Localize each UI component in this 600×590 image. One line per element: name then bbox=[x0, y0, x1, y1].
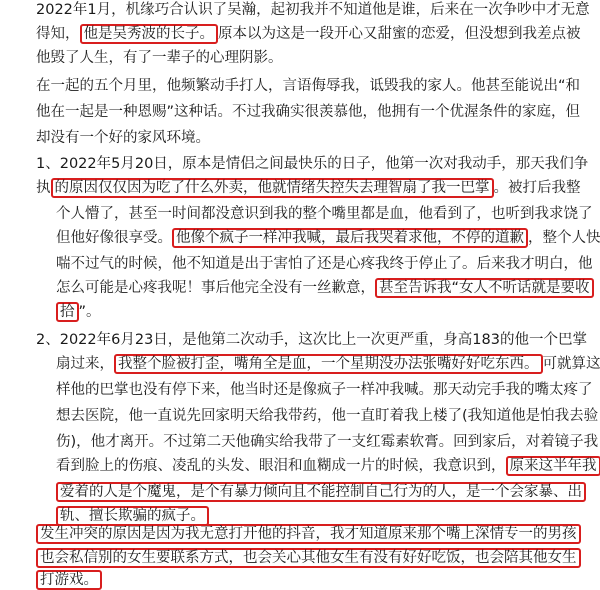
text-line bbox=[0, 128, 600, 148]
text-line bbox=[0, 524, 600, 544]
text-span: 他毁了人生，有了一辈子的心理阴影。 bbox=[36, 50, 283, 66]
text-line bbox=[0, 330, 600, 350]
highlighted-text: 发生冲突的原因是因为我无意打开他的抖音，我才知道原来那个嘴上深情专一的男孩 bbox=[36, 524, 581, 544]
text-line bbox=[0, 548, 600, 568]
text-span: 想去医院，他一直说先回家明天给我带药，他一直盯着我上楼了(我知道他是怕我去验 bbox=[56, 408, 598, 424]
text-span: 伤)，他才离开。不过第二天他确实给我带了一支红霉素软膏。回到家后，对着镜子我 bbox=[56, 434, 598, 450]
text-line bbox=[0, 0, 600, 20]
text-line bbox=[0, 76, 600, 96]
text-span: ，整个人快 bbox=[528, 230, 600, 246]
text-span: 得知， bbox=[36, 26, 80, 42]
text-line bbox=[0, 406, 600, 426]
text-span: 2022年1月，机缘巧合认识了吴瀚，起初我并不知道他是谁，后来在一次争吵中才无意 bbox=[36, 2, 590, 18]
highlighted-text: 他像个疯子一样冲我喊，最后我哭着求他，不停的道歉 bbox=[172, 228, 528, 248]
text-span: 但他好像很享受。 bbox=[56, 230, 172, 246]
highlighted-text: 爱着的人是个魔鬼，是个有暴力倾向且不能控制自己行为的人，是一个会家暴、出 bbox=[56, 482, 586, 502]
text-line bbox=[0, 506, 600, 526]
text-span: ”。 bbox=[79, 304, 101, 320]
text-line bbox=[0, 204, 600, 224]
text-line bbox=[0, 432, 600, 452]
text-line bbox=[0, 228, 600, 248]
text-span: 喘不过气的时候，他不知道是出于害怕了还是心疼我终于停止了。后来我才明白，他 bbox=[56, 256, 593, 272]
highlighted-text: 的原因仅仅因为吃了什么外卖，他就情绪失控失去理智扇了我一巴掌 bbox=[51, 178, 494, 198]
text-span: 个人懵了，甚至一时间都没意识到我的整个嘴里都是血，他看到了，也听到我求饶了 bbox=[56, 206, 593, 222]
highlighted-text: 轨、擅长欺骗的疯子。 bbox=[56, 506, 209, 526]
text-line bbox=[0, 278, 600, 298]
text-line bbox=[0, 354, 600, 374]
text-line bbox=[0, 154, 600, 174]
text-line bbox=[0, 302, 600, 322]
text-line bbox=[0, 456, 600, 476]
text-line bbox=[0, 24, 600, 44]
highlighted-text: 原来这半年我 bbox=[506, 456, 600, 476]
text-span: 2、2022年6月23日，是他第二次动手，这次比上一次更严重，身高183的他一个巴掌 bbox=[36, 332, 587, 348]
highlighted-text: 拾 bbox=[56, 302, 79, 322]
text-line bbox=[0, 570, 600, 590]
text-span: 原本以为这是一段开心又甜蜜的恋爱，但没想到我差点被 bbox=[218, 26, 581, 42]
text-line bbox=[0, 102, 600, 122]
text-line bbox=[0, 482, 600, 502]
highlighted-text: 打游戏。 bbox=[36, 570, 102, 590]
text-span: 怎么可能是心疼我呢！事后他完全没有一丝歉意， bbox=[56, 280, 375, 296]
text-span: 在一起的五个月里，他频繁动手打人，言语侮辱我，诋毁我的家人。他甚至能说出“和 bbox=[36, 78, 580, 94]
text-span: 。被打后我整 bbox=[494, 180, 581, 196]
text-span: 样他的巴掌也没有停下来，他当时还是像疯子一样冲我喊。那天动完手我的嘴太疼了 bbox=[56, 382, 593, 398]
highlighted-text: 也会私信别的女生要联系方式，也会关心其他女生有没有好好吃饭，也会陪其他女生 bbox=[36, 548, 581, 568]
text-span: 1、2022年5月20日，原本是情侣之间最快乐的日子，他第一次对我动手，那天我们争 bbox=[36, 156, 588, 172]
text-line bbox=[0, 380, 600, 400]
text-span: 执 bbox=[36, 180, 51, 196]
highlighted-text: 甚至告诉我“女人不听话就是要收 bbox=[375, 278, 594, 298]
highlighted-text: 他是吴秀波的长子。 bbox=[80, 24, 219, 44]
text-line bbox=[0, 48, 600, 68]
text-span: 可就算这 bbox=[543, 356, 600, 372]
text-line bbox=[0, 254, 600, 274]
highlighted-text: 我整个脸被打歪，嘴角全是血，一个星期没办法张嘴好好吃东西。 bbox=[114, 354, 543, 374]
text-line bbox=[0, 178, 600, 198]
text-span: 却没有一个好的家风环境。 bbox=[36, 130, 210, 146]
text-span: 他在一起是一种恩赐”这种话。不过我确实很羡慕他，他拥有一个优渥条件的家庭，但 bbox=[36, 104, 580, 120]
text-span: 看到脸上的伤痕、凌乱的头发、眼泪和血糊成一片的时候，我意识到， bbox=[56, 458, 506, 474]
text-span: 扇过来， bbox=[56, 356, 114, 372]
